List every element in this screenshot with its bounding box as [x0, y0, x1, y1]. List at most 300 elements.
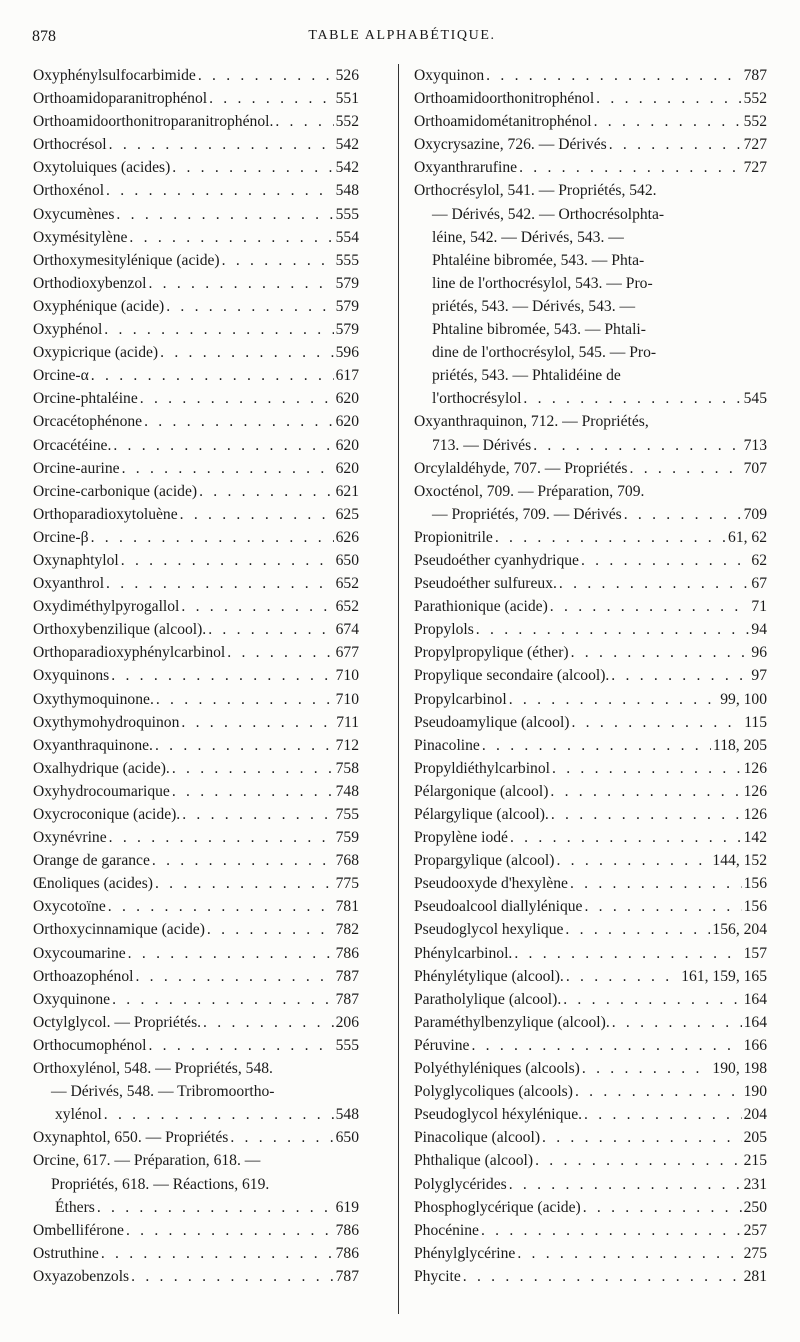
entry-line — [414, 688, 767, 711]
entry-text: Propylpropylique (éther) — [414, 644, 569, 662]
index-entry — [414, 1034, 767, 1057]
entry-line — [414, 780, 767, 803]
entry-page-refs: 711 — [336, 713, 359, 731]
entry-text: Phtaléine bibromée, 543. — Phta- — [432, 251, 645, 269]
dot-leader — [566, 965, 679, 988]
index-entry — [33, 757, 359, 780]
dot-leader — [550, 780, 741, 803]
entry-line — [33, 688, 359, 711]
index-entry — [33, 872, 359, 895]
entry-line — [414, 64, 767, 87]
entry-text: Oxycoumarine — [33, 944, 126, 962]
entry-line — [414, 664, 767, 687]
entry-line — [33, 895, 359, 918]
entry-text: Propylique secondaire (alcool). — [414, 667, 610, 685]
entry-page-refs: 620 — [335, 436, 359, 454]
entry-text: — Propriétés, 709. — Dérivés — [432, 505, 622, 523]
entry-line — [414, 549, 767, 572]
dot-leader — [131, 1265, 333, 1288]
dot-leader — [583, 1196, 742, 1219]
entry-text: Oxypicrique (acide) — [33, 344, 159, 362]
entry-line — [414, 757, 767, 780]
dot-leader — [594, 110, 742, 133]
dot-leader — [510, 826, 742, 849]
index-entry — [33, 133, 359, 156]
dot-leader — [181, 595, 333, 618]
dot-leader — [551, 803, 742, 826]
entry-line — [414, 641, 767, 664]
dot-leader — [222, 249, 334, 272]
entry-text: Œnoliques (acides) — [33, 875, 153, 893]
dot-leader — [523, 387, 741, 410]
index-entry — [414, 1196, 767, 1219]
index-entry — [33, 965, 359, 988]
entry-line — [414, 1080, 767, 1103]
index-entry — [33, 1034, 359, 1057]
entry-page-refs: 625 — [335, 505, 359, 523]
entry-text: Pélargonique (alcool) — [414, 782, 549, 800]
entry-page-refs: 579 — [335, 321, 359, 339]
index-entry — [33, 711, 359, 734]
index-entry — [33, 457, 359, 480]
entry-page-refs: 713 — [743, 436, 767, 454]
dot-leader — [612, 1011, 742, 1034]
entry-line — [33, 1034, 359, 1057]
entry-text: Paraméthylbenzylique (alcool). — [414, 1013, 610, 1031]
dot-leader — [106, 179, 334, 202]
entry-line — [414, 1173, 767, 1196]
entry-text: 713. — Dérivés — [432, 436, 532, 454]
dot-leader — [122, 457, 334, 480]
entry-line — [414, 341, 767, 364]
entry-text: l'orthocrésylol — [432, 390, 522, 408]
entry-text: Phénylétylique (alcool). — [414, 967, 564, 985]
entry-page-refs: 118, 205 — [713, 736, 767, 754]
page-number: 878 — [32, 28, 56, 45]
entry-page-refs: 727 — [743, 159, 767, 177]
entry-text: Orthoxymesitylénique (acide) — [33, 251, 220, 269]
entry-page-refs: 275 — [743, 1244, 767, 1262]
entry-page-refs: 94 — [751, 621, 767, 639]
entry-line — [33, 1196, 359, 1219]
entry-text: Oxalhydrique (acide). — [33, 759, 170, 777]
dot-leader — [144, 410, 334, 433]
dot-leader — [104, 1103, 334, 1126]
index-entry — [414, 849, 767, 872]
entry-text: Orcacétophénone — [33, 413, 143, 431]
index-entry — [33, 64, 359, 87]
entry-page-refs: 126 — [743, 759, 767, 777]
entry-line — [33, 572, 359, 595]
index-entry — [414, 641, 767, 664]
entry-line — [33, 318, 359, 341]
dot-leader — [542, 1126, 742, 1149]
entry-page-refs: 548 — [335, 1106, 359, 1124]
entry-line — [33, 295, 359, 318]
entry-page-refs: 190 — [743, 1083, 767, 1101]
entry-line — [414, 249, 767, 272]
entry-line — [33, 849, 359, 872]
entry-line — [414, 387, 767, 410]
entry-line — [414, 87, 767, 110]
entry-line — [33, 133, 359, 156]
entry-page-refs: 620 — [335, 459, 359, 477]
entry-line — [33, 110, 359, 133]
entry-text: Orthocrésylol, 541. — Propriétés, 542. — [414, 182, 657, 200]
index-entry — [414, 688, 767, 711]
entry-text: Oxynévrine — [33, 829, 107, 847]
entry-line — [33, 595, 359, 618]
entry-page-refs: 281 — [743, 1267, 767, 1285]
index-entry — [414, 1149, 767, 1172]
entry-text: Polyéthyléniques (alcools) — [414, 1060, 580, 1078]
entry-line — [414, 1219, 767, 1242]
entry-page-refs: 621 — [335, 482, 359, 500]
entry-line — [33, 826, 359, 849]
entry-page-refs: 551 — [335, 90, 359, 108]
dot-leader — [275, 110, 333, 133]
entry-text: priétés, 543. — Phtalidéine de — [432, 367, 621, 385]
entry-text: Orthoamidoorthonitrophénol — [414, 90, 595, 108]
dot-leader — [148, 1034, 333, 1057]
entry-line — [414, 872, 767, 895]
entry-text: Propionitrile — [414, 528, 493, 546]
index-entry — [33, 341, 359, 364]
entry-text: Oxycroconique (acide). — [33, 806, 181, 823]
entry-text: Oxymésitylène — [33, 228, 128, 246]
index-entry — [414, 895, 767, 918]
entry-page-refs: 542 — [335, 159, 359, 177]
entry-page-refs: 164 — [743, 990, 767, 1008]
index-entry — [414, 156, 767, 179]
index-entry — [414, 757, 767, 780]
dot-leader — [101, 1242, 334, 1265]
entry-page-refs: 62 — [751, 551, 767, 569]
entry-page-refs: 707 — [743, 459, 767, 477]
index-entry — [33, 272, 359, 295]
entry-page-refs: 156, 204 — [712, 921, 767, 939]
dot-leader — [172, 757, 334, 780]
entry-text: Propylols — [414, 621, 474, 639]
entry-text: Orthoazophénol — [33, 967, 134, 985]
entry-line — [414, 1034, 767, 1057]
index-entry — [33, 549, 359, 572]
entry-text: Ombelliférone — [33, 1221, 124, 1239]
entry-line — [33, 364, 359, 387]
entry-text: Éthers — [55, 1198, 95, 1216]
index-entry — [414, 618, 767, 641]
entry-text: Oxythymohydroquinon — [33, 713, 180, 731]
dot-leader — [571, 641, 750, 664]
entry-text: Phtaline bibromée, 543. — Phtali- — [432, 321, 646, 339]
dot-leader — [570, 872, 742, 895]
entry-text: Oxycotoïne — [33, 898, 106, 916]
index-entry — [414, 526, 767, 549]
dot-leader — [463, 1265, 742, 1288]
entry-page-refs: 204 — [743, 1106, 767, 1124]
entry-text: Pseudooxyde d'hexylène — [414, 875, 568, 893]
entry-line — [33, 179, 359, 202]
dot-leader — [104, 318, 333, 341]
entry-line — [414, 179, 767, 202]
index-entry — [33, 664, 359, 687]
dot-leader — [112, 988, 334, 1011]
entry-text: Phocénine — [414, 1221, 479, 1239]
entry-page-refs: 768 — [335, 852, 359, 870]
index-entry — [33, 1126, 359, 1149]
index-entry — [33, 618, 359, 641]
entry-line — [33, 641, 359, 664]
entry-line — [33, 410, 359, 433]
entry-line — [33, 434, 359, 457]
index-entry — [414, 1173, 767, 1196]
entry-line — [414, 734, 767, 757]
entry-page-refs: 67 — [751, 575, 767, 593]
dot-leader — [509, 688, 719, 711]
entry-line — [414, 364, 767, 387]
entry-text: Phthalique (alcool) — [414, 1152, 534, 1170]
entry-text: line de l'orthocrésylol, 543. — Pro- — [432, 274, 653, 292]
index-entry — [33, 849, 359, 872]
entry-line — [414, 1126, 767, 1149]
entry-line — [33, 1103, 359, 1126]
dot-leader — [495, 526, 726, 549]
index-entry — [33, 249, 359, 272]
entry-text: Pélargylique (alcool). — [414, 806, 549, 823]
entry-text: Oxyphénol — [33, 321, 103, 339]
entry-text: Polyglycérides — [414, 1175, 507, 1193]
index-entry — [33, 364, 359, 387]
entry-page-refs: 97 — [751, 667, 767, 685]
entry-line — [414, 965, 767, 988]
entry-text: priétés, 543. — Dérivés, 543. — — [432, 297, 636, 315]
entry-text: Oxynaphtylol — [33, 551, 119, 569]
entry-page-refs: 650 — [335, 551, 359, 569]
dot-leader — [208, 618, 333, 641]
entry-text: Orange de garance — [33, 852, 150, 870]
entry-page-refs: 126 — [743, 806, 767, 823]
entry-text: Propriétés, 618. — Réactions, 619. — [51, 1175, 270, 1193]
dot-leader — [181, 711, 334, 734]
entry-text: xylénol — [55, 1106, 102, 1124]
dot-leader — [581, 549, 749, 572]
entry-line — [33, 1149, 359, 1172]
entry-text: Orcylaldéhyde, 707. — Propriétés — [414, 459, 628, 477]
entry-page-refs: 161, 159, 165 — [681, 967, 767, 985]
dot-leader — [624, 503, 742, 526]
index-entry — [414, 664, 767, 687]
entry-text: Orthodioxybenzol — [33, 274, 147, 292]
entry-line — [33, 664, 359, 687]
dot-leader — [160, 341, 333, 364]
index-entry — [33, 918, 359, 941]
entry-text: Orthocrésol — [33, 136, 107, 154]
entry-line — [33, 734, 359, 757]
entry-line — [414, 711, 767, 734]
entry-page-refs: 596 — [335, 344, 359, 362]
entry-text: — Dérivés, 542. — Orthocrésolphta- — [432, 205, 665, 223]
dot-leader — [550, 595, 750, 618]
dot-leader — [135, 965, 333, 988]
entry-page-refs: 650 — [335, 1129, 359, 1147]
entry-page-refs: 552 — [335, 113, 359, 131]
entry-page-refs: 786 — [335, 944, 359, 962]
dot-leader — [207, 918, 334, 941]
index-entry — [414, 1057, 767, 1080]
entry-text: Orthoxybenzilique (alcool). — [33, 621, 207, 639]
entry-line — [414, 1265, 767, 1288]
dot-leader — [155, 872, 334, 895]
index-entry — [33, 480, 359, 503]
dot-leader — [116, 203, 333, 226]
entry-line — [414, 1057, 767, 1080]
entry-line — [414, 434, 767, 457]
entry-page-refs: 231 — [743, 1175, 767, 1193]
entry-page-refs: 727 — [743, 136, 767, 154]
entry-line — [414, 595, 767, 618]
entry-line — [414, 272, 767, 295]
entry-line — [33, 1080, 359, 1103]
entry-line — [414, 156, 767, 179]
entry-page-refs: 215 — [743, 1152, 767, 1170]
entry-page-refs: 787 — [335, 1267, 359, 1285]
dot-leader — [533, 434, 741, 457]
entry-line — [414, 895, 767, 918]
dot-leader — [476, 618, 750, 641]
index-entry — [33, 295, 359, 318]
entry-text: Péruvine — [414, 1036, 470, 1054]
entry-text: Oxyanthrol — [33, 575, 105, 593]
entry-page-refs: 156 — [743, 898, 767, 916]
entry-line — [33, 64, 359, 87]
entry-line — [414, 849, 767, 872]
entry-line — [33, 526, 359, 549]
dot-leader — [209, 87, 334, 110]
entry-text: Orthoamidoparanitrophénol — [33, 90, 208, 108]
dot-leader — [227, 641, 333, 664]
dot-leader — [199, 480, 334, 503]
entry-line — [414, 1149, 767, 1172]
index-entry — [414, 965, 767, 988]
entry-line — [414, 226, 767, 249]
entry-line — [33, 1126, 359, 1149]
dot-leader — [230, 1126, 333, 1149]
column-divider — [398, 64, 399, 1314]
entry-line — [33, 1011, 359, 1034]
dot-leader — [630, 457, 742, 480]
entry-text: Orthoxycinnamique (acide) — [33, 921, 205, 939]
entry-line — [414, 410, 767, 433]
entry-text: Orthoamidométanitrophénol — [414, 113, 592, 131]
index-entry — [414, 595, 767, 618]
index-column-right — [414, 64, 767, 1288]
dot-leader — [140, 387, 334, 410]
entry-text: Pseudoéther sulfureux. — [414, 575, 557, 593]
entry-line — [414, 1011, 767, 1034]
index-entry — [33, 156, 359, 179]
index-entry — [33, 942, 359, 965]
index-entry — [33, 734, 359, 757]
entry-text: Oxyanthraquinon, 712. — Propriétés, — [414, 413, 649, 431]
entry-line — [414, 1103, 767, 1126]
entry-text: Orthoparadioxytoluène — [33, 505, 178, 523]
entry-text: Pseudoglycol hexylique — [414, 921, 564, 939]
entry-text: Phosphoglycérique (acide) — [414, 1198, 581, 1216]
dot-leader — [121, 549, 334, 572]
entry-text: Phénylglycérine — [414, 1244, 516, 1262]
entry-text: Oxycumènes — [33, 205, 115, 223]
entry-text: Oxyquinons — [33, 667, 110, 685]
index-entry — [33, 1149, 359, 1218]
index-entry — [33, 895, 359, 918]
index-entry — [414, 872, 767, 895]
entry-text: Pinacolique (alcool) — [414, 1129, 541, 1147]
index-entry — [33, 410, 359, 433]
entry-page-refs: 786 — [335, 1244, 359, 1262]
dot-leader — [155, 734, 334, 757]
index-entry — [414, 803, 767, 826]
dot-leader — [509, 1173, 742, 1196]
entry-line — [33, 156, 359, 179]
entry-page-refs: 652 — [335, 575, 359, 593]
entry-page-refs: 775 — [335, 875, 359, 893]
entry-line — [33, 341, 359, 364]
entry-text: Oxyanthrarufine — [414, 159, 518, 177]
entry-line — [33, 457, 359, 480]
index-entry — [414, 1103, 767, 1126]
entry-line — [33, 387, 359, 410]
entry-line — [414, 110, 767, 133]
index-entry — [33, 572, 359, 595]
index-entry — [414, 549, 767, 572]
index-entry — [414, 179, 767, 410]
entry-page-refs: 782 — [335, 921, 359, 939]
index-entry — [414, 711, 767, 734]
entry-text: Oxynaphtol, 650. — Propriétés — [33, 1129, 229, 1147]
entry-text: Pseudoamylique (alcool) — [414, 713, 570, 731]
entry-page-refs: 142 — [743, 829, 767, 847]
entry-line — [33, 711, 359, 734]
entry-page-refs: 781 — [335, 898, 359, 916]
dot-leader — [559, 572, 749, 595]
entry-text: Propyldiéthylcarbinol — [414, 759, 550, 777]
entry-text: Oxydiméthylpyrogallol — [33, 598, 180, 616]
entry-line — [414, 133, 767, 156]
dot-leader — [166, 295, 333, 318]
entry-line — [414, 1196, 767, 1219]
entry-page-refs: 206 — [335, 1013, 359, 1031]
index-entry — [33, 526, 359, 549]
index-entry — [33, 1011, 359, 1034]
index-entry — [414, 64, 767, 87]
entry-page-refs: 555 — [335, 251, 359, 269]
entry-page-refs: 759 — [335, 829, 359, 847]
entry-page-refs: 709 — [743, 505, 767, 523]
entry-text: Oxycrysazine, 726. — Dérivés — [414, 136, 607, 154]
index-entry — [33, 387, 359, 410]
entry-page-refs: 677 — [335, 644, 359, 662]
entry-text: Orcine, 617. — Préparation, 618. — — [33, 1152, 261, 1170]
entry-line — [414, 803, 767, 826]
entry-line — [33, 803, 359, 826]
index-entry — [33, 434, 359, 457]
entry-page-refs: 205 — [743, 1129, 767, 1147]
dot-leader — [514, 942, 741, 965]
entry-page-refs: 542 — [335, 136, 359, 154]
entry-text: Ostruthine — [33, 1244, 99, 1262]
entry-page-refs: 257 — [743, 1221, 767, 1239]
index-entry — [414, 1011, 767, 1034]
